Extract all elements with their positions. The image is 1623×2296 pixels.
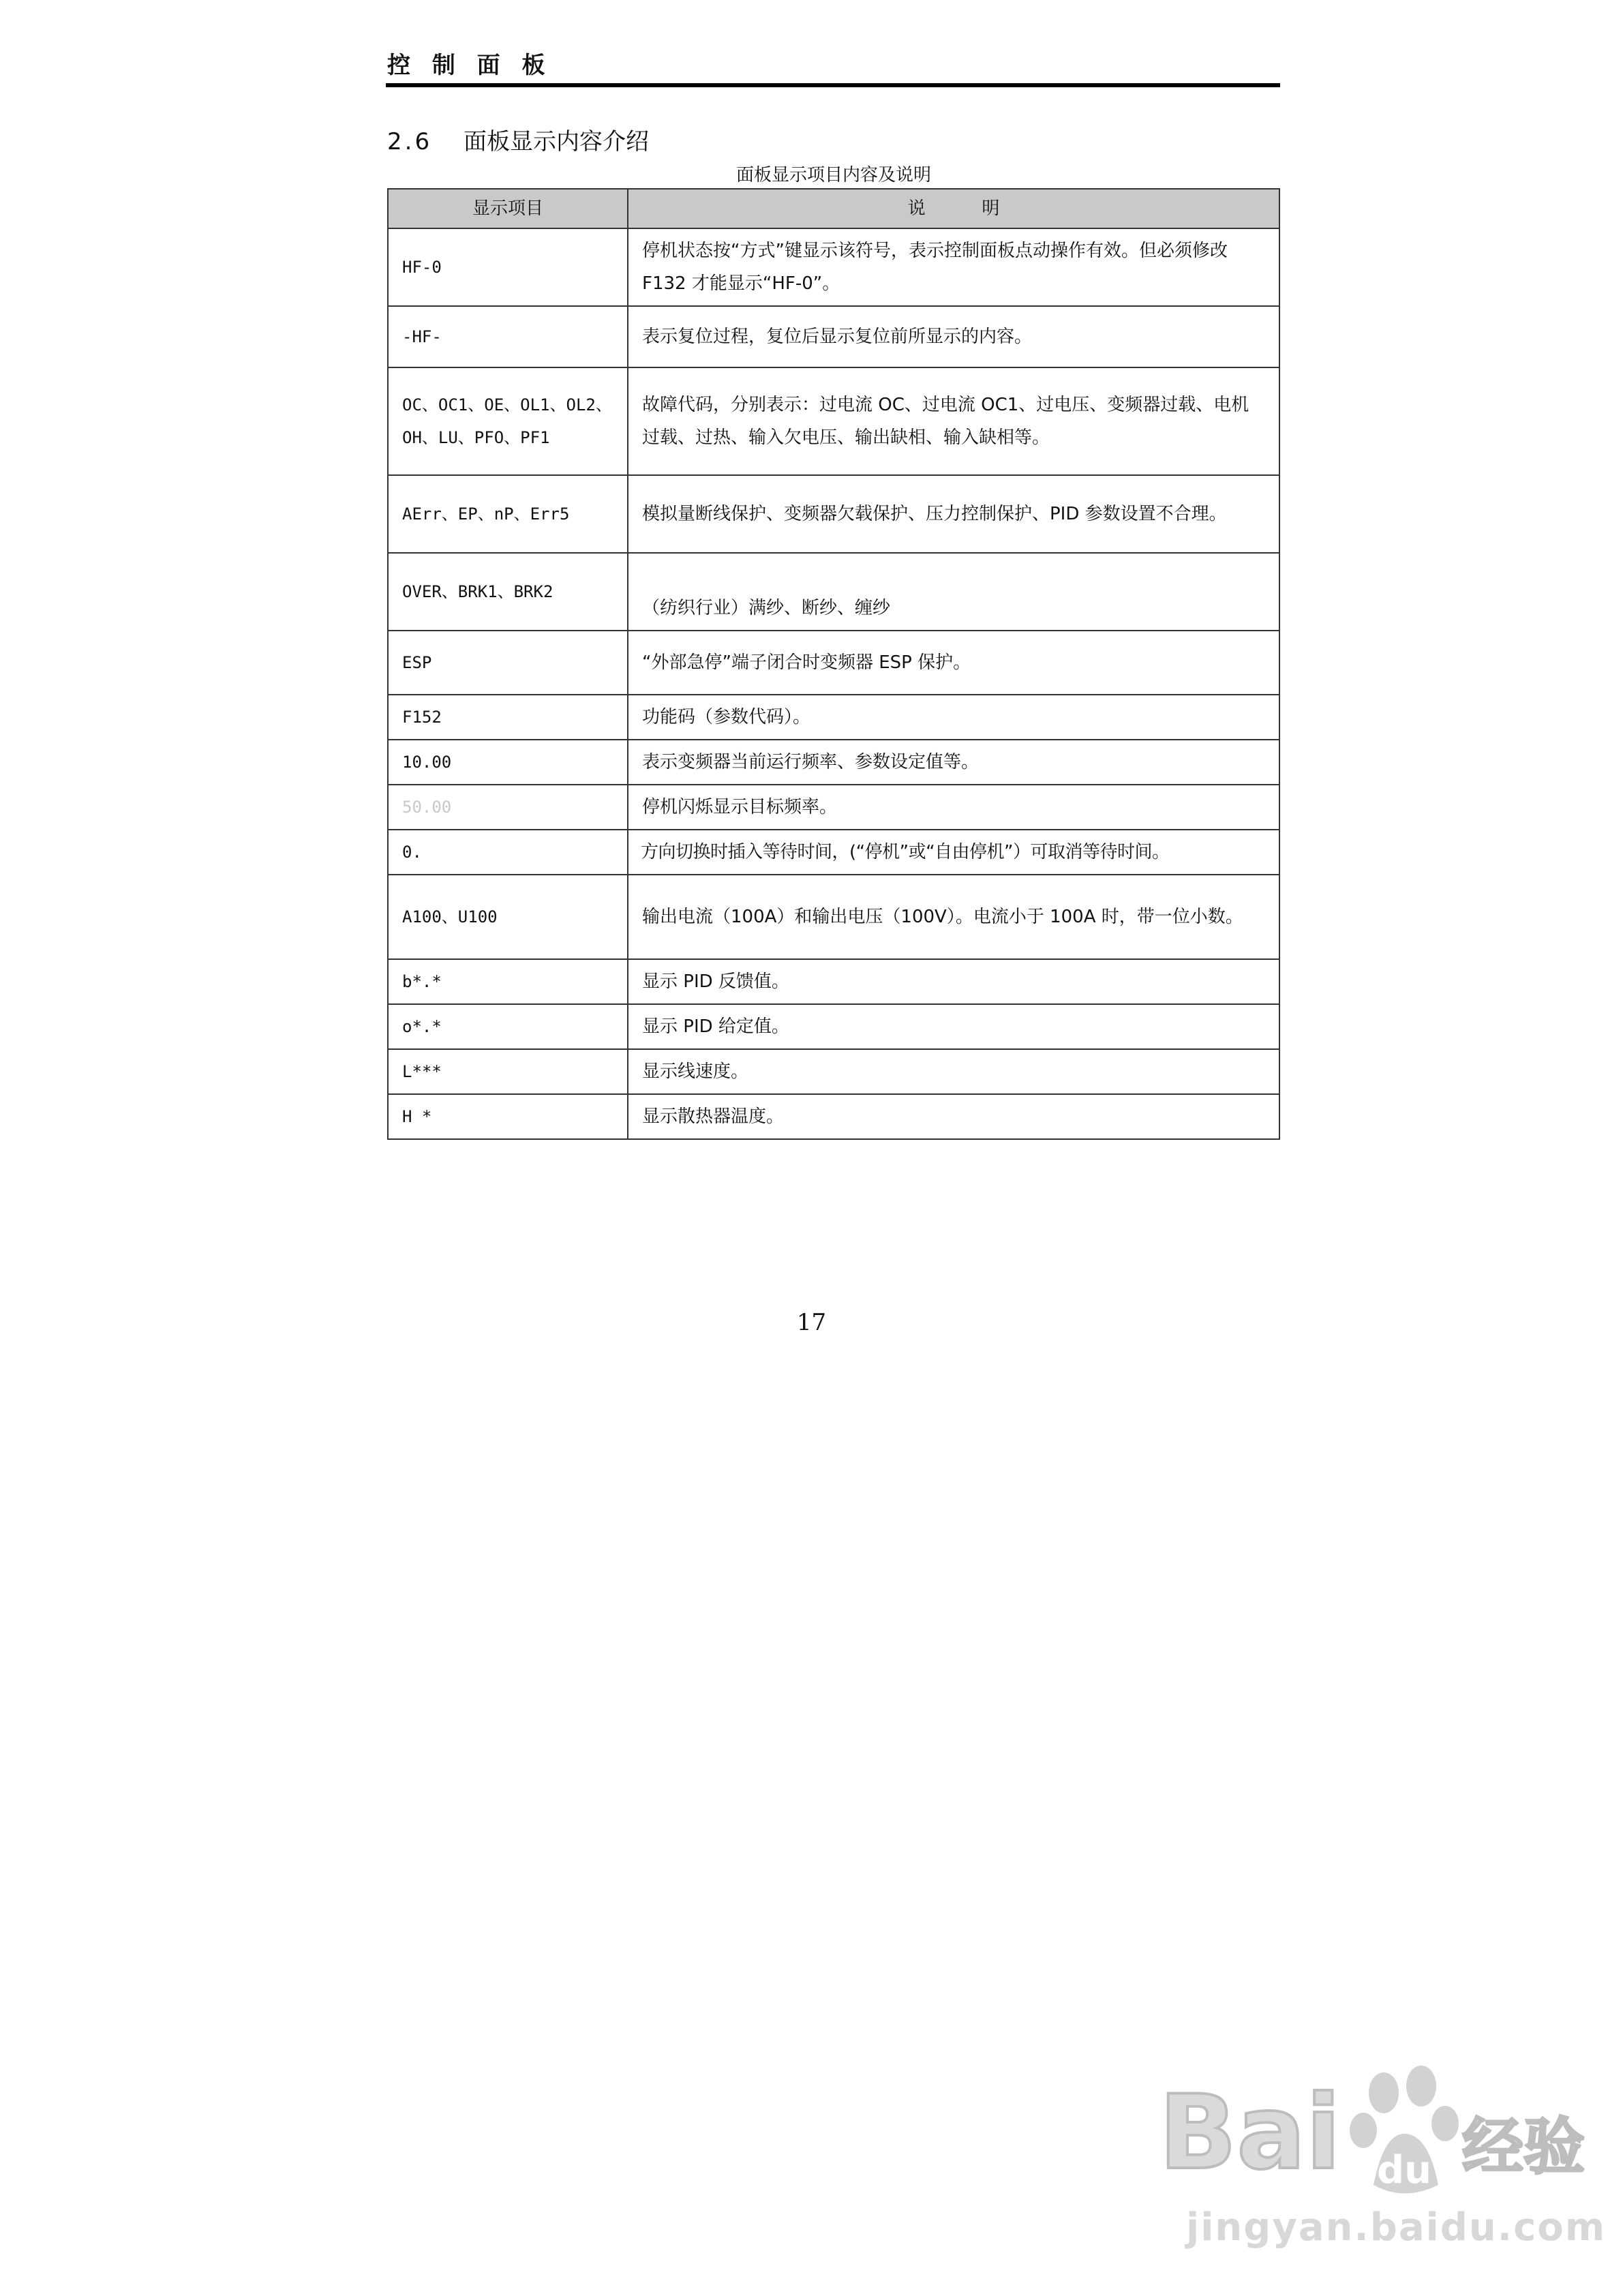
- display-item-cell: ESP: [388, 631, 628, 695]
- description-cell: 故障代码，分别表示：过电流 OC、过电流 OC1、过电压、变频器过载、电机过载、过热、输入欠电压、输出缺相、输入缺相等。: [628, 367, 1279, 475]
- display-item-cell: H *: [388, 1094, 628, 1139]
- table-row: [388, 631, 1279, 695]
- table-row: [388, 695, 1279, 740]
- description-cell: 显示 PID 反馈值。: [628, 959, 1279, 1004]
- running-header: 控 制 面 板: [387, 52, 552, 79]
- table-row: [388, 228, 1279, 306]
- description-cell: 显示散热器温度。: [628, 1094, 1279, 1139]
- display-item-cell: 50.00: [388, 785, 628, 830]
- display-item-cell: AErr、EP、nP、Err5: [388, 475, 628, 553]
- table-row: [388, 367, 1279, 475]
- page-number: 17: [796, 1309, 827, 1336]
- table-row: [388, 785, 1279, 830]
- section-title: 面板显示内容介绍: [464, 128, 649, 155]
- display-item-cell: OC、OC1、OE、OL1、OL2、OH、LU、PFO、PF1: [388, 367, 628, 475]
- description-cell: （纺织行业）满纱、断纱、缠纱: [628, 553, 1279, 631]
- display-item-cell: A100、U100: [388, 875, 628, 959]
- description-cell: 停机闪烁显示目标频率。: [628, 785, 1279, 830]
- svg-text:Bai: Bai: [1159, 2074, 1341, 2192]
- description-cell: 方向切换时插入等待时间，(“停机”或“自由停机”）可取消等待时间。: [628, 830, 1279, 875]
- display-item-cell: -HF-: [388, 306, 628, 367]
- column-header-item: 显示项目: [388, 189, 628, 228]
- description-cell: 停机状态按“方式”键显示该符号，表示控制面板点动操作有效。但必须修改 F132 才能显示“HF-0”。: [628, 228, 1279, 306]
- description-cell: 表示变频器当前运行频率、参数设定值等。: [628, 740, 1279, 785]
- watermark-url: jingyan.baidu.com: [1186, 2205, 1607, 2250]
- display-item-cell: HF-0: [388, 228, 628, 306]
- table-row: [388, 306, 1279, 367]
- table-row: [388, 959, 1279, 1004]
- table-row: [388, 1049, 1279, 1094]
- header-divider: [386, 83, 1280, 87]
- table-row: [388, 475, 1279, 553]
- table-row: [388, 553, 1279, 631]
- description-cell: 表示复位过程，复位后显示复位前所显示的内容。: [628, 306, 1279, 367]
- section-heading: [387, 123, 649, 156]
- table-row: [388, 830, 1279, 875]
- table-caption: 面板显示项目内容及说明: [735, 165, 931, 185]
- description-cell: 模拟量断线保护、变频器欠载保护、压力控制保护、PID 参数设置不合理。: [628, 475, 1279, 553]
- description-cell: “外部急停”端子闭合时变频器 ESP 保护。: [628, 631, 1279, 695]
- svg-text:du: du: [1377, 2148, 1431, 2192]
- baidu-logo-icon: [1159, 2066, 1595, 2209]
- svg-text:经验: 经验: [1462, 2111, 1585, 2183]
- display-item-cell: 10.00: [388, 740, 628, 785]
- description-cell: 显示 PID 给定值。: [628, 1004, 1279, 1049]
- display-item-cell: 0.: [388, 830, 628, 875]
- table-row: [388, 740, 1279, 785]
- display-items-table: [387, 188, 1280, 1140]
- description-cell: 功能码（参数代码）。: [628, 695, 1279, 740]
- display-item-cell: F152: [388, 695, 628, 740]
- baidu-jingyan-watermark: [1159, 2066, 1607, 2256]
- description-cell: 输出电流（100A）和输出电压（100V）。电流小于 100A 时，带一位小数。: [628, 875, 1279, 959]
- table-row: [388, 1004, 1279, 1049]
- description-cell: 显示线速度。: [628, 1049, 1279, 1094]
- table-row: [388, 1094, 1279, 1139]
- section-number: 2.6: [387, 128, 433, 155]
- column-header-description: 说 明: [628, 189, 1279, 228]
- display-item-cell: OVER、BRK1、BRK2: [388, 553, 628, 631]
- display-item-cell: o*.*: [388, 1004, 628, 1049]
- display-item-cell: b*.*: [388, 959, 628, 1004]
- table-row: [388, 875, 1279, 959]
- display-item-cell: L***: [388, 1049, 628, 1094]
- table-header-row: [388, 189, 1279, 228]
